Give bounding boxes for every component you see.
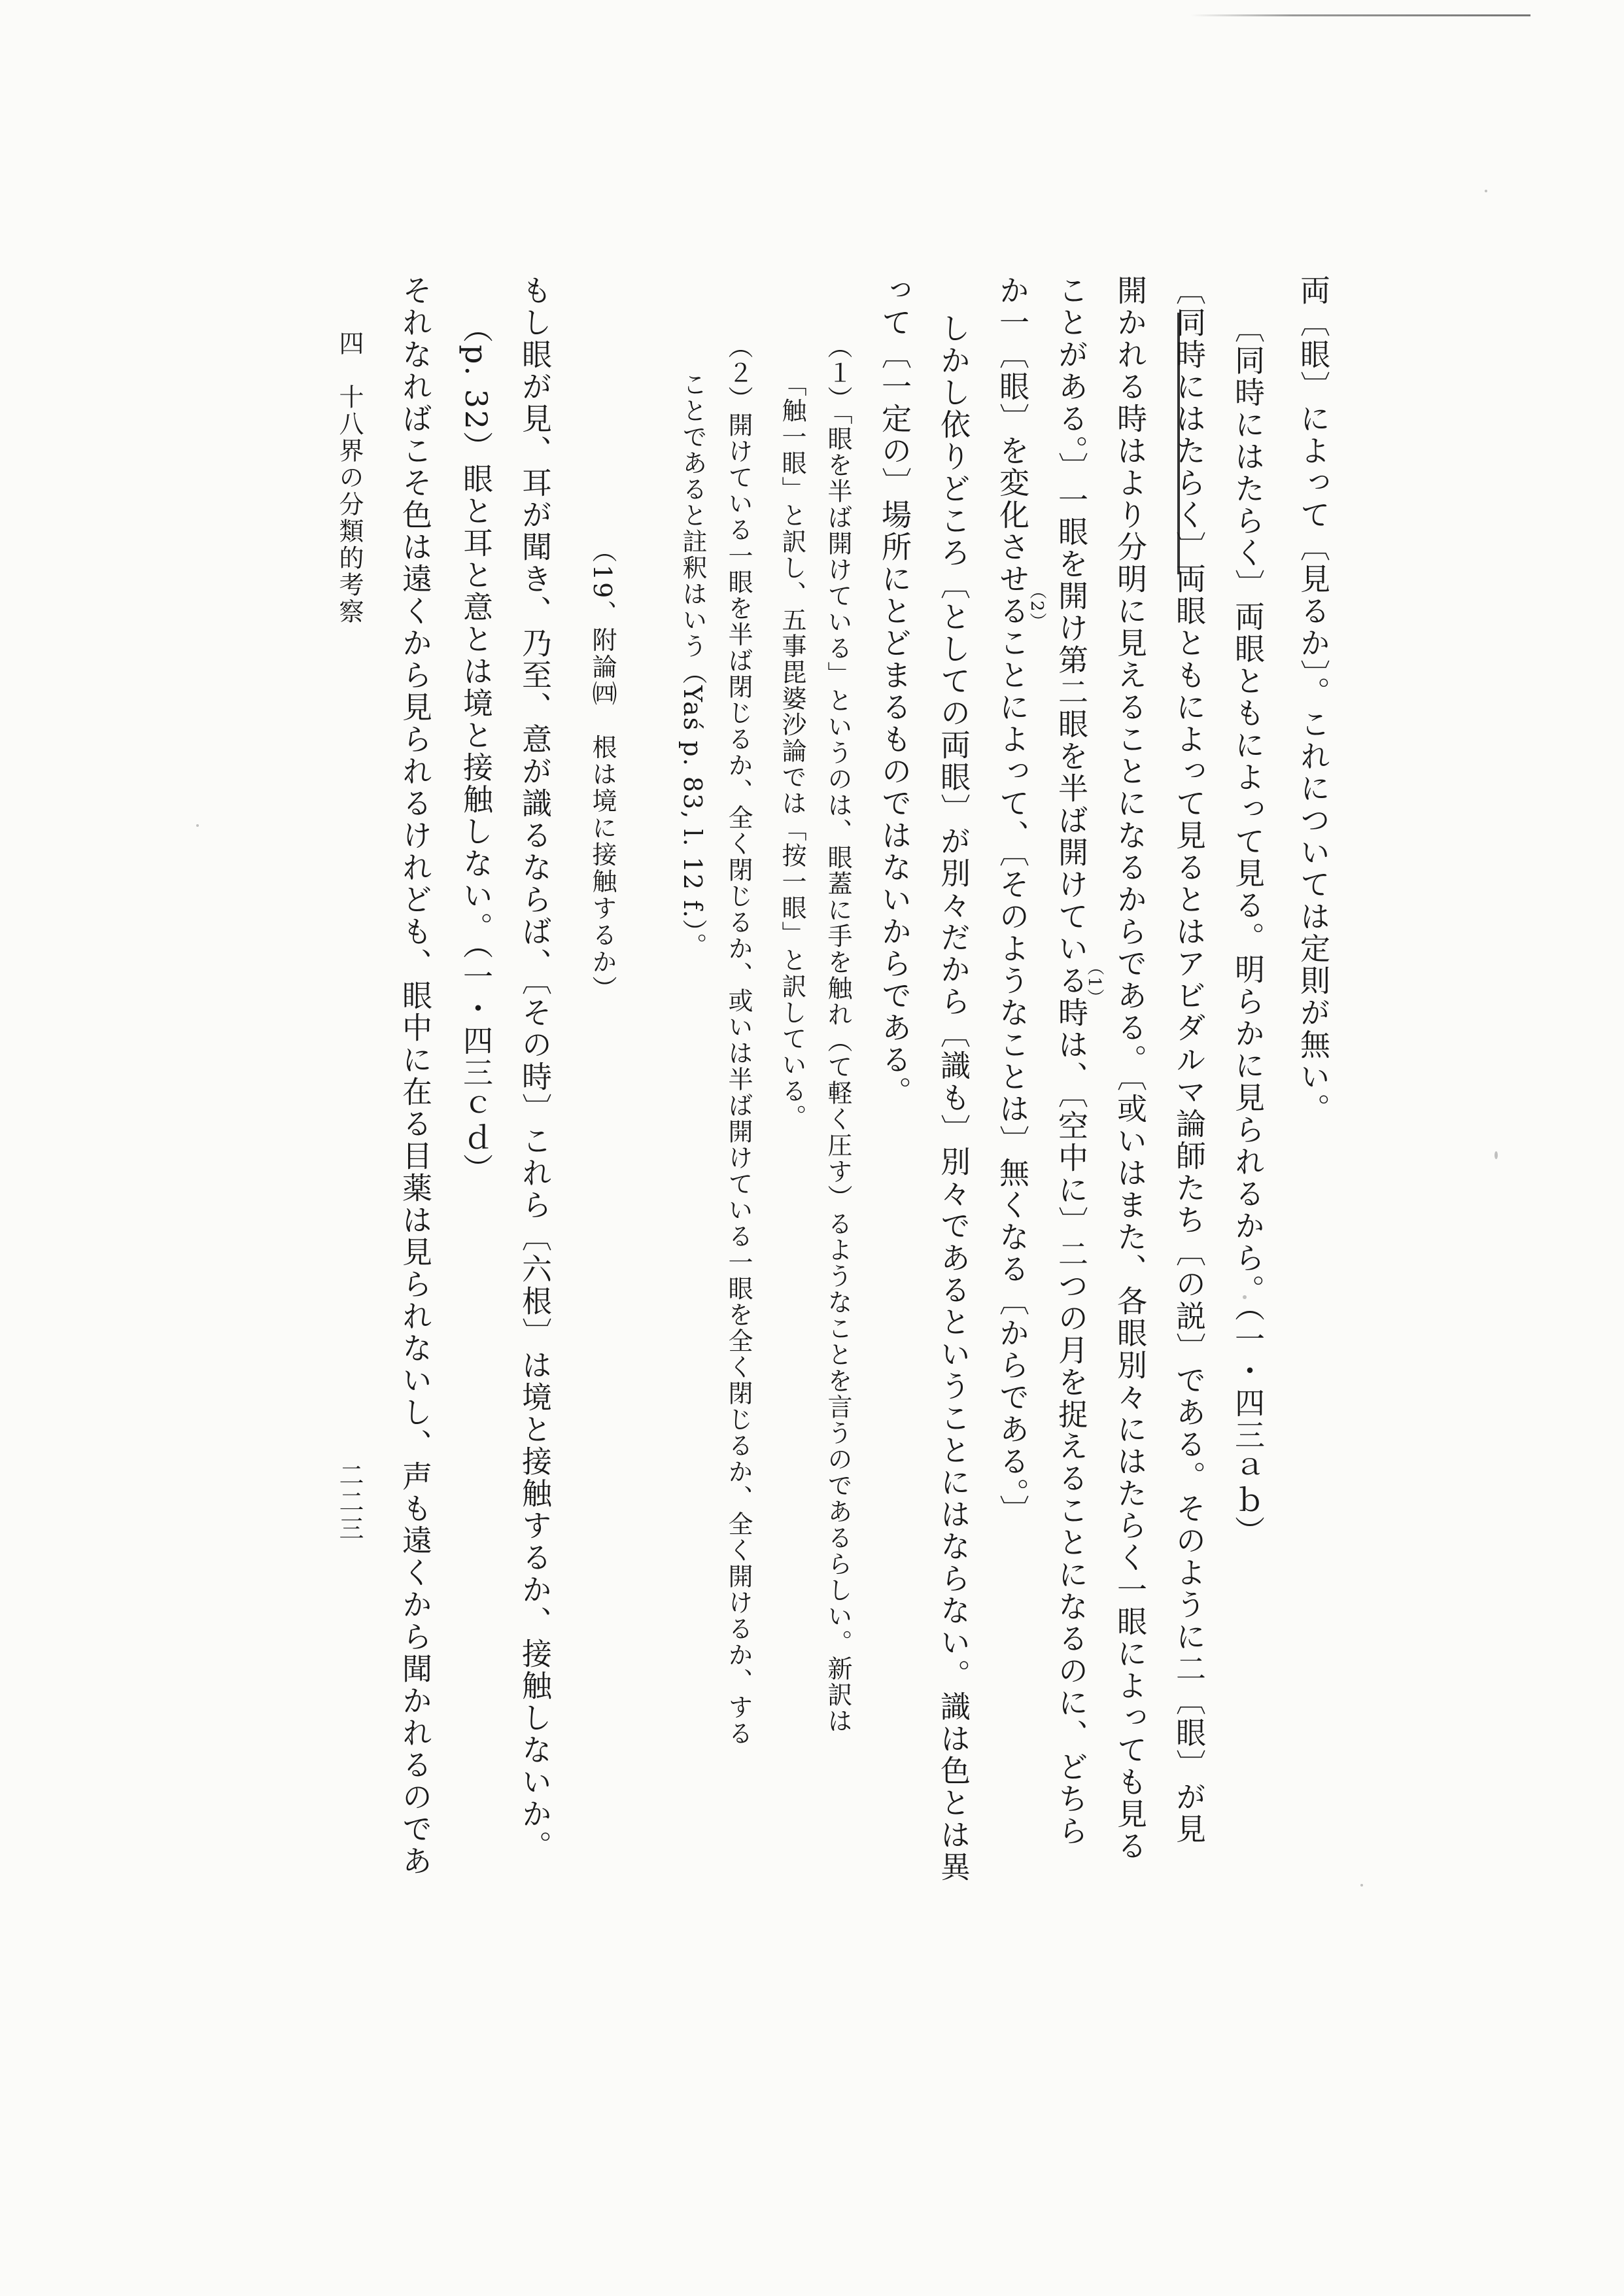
text-column-1: 両〔眼〕によって〔見るか〕。これについては定則が無い。	[1296, 275, 1331, 1125]
running-head: 四 十八界の分類的考察	[335, 330, 364, 625]
text-column-4: 開かれる時はより分明に見えることになるからである。〔或いはまた、各眼別々にはたらく一眼によっても見る	[1113, 275, 1148, 1862]
scan-speck	[196, 824, 199, 827]
text-column-11: それなればこそ色は遠くから見られるけれども、眼中に在る目薬は見られないし、声も遠くから聞かれるのであ	[398, 275, 433, 1877]
page-number: 二二三	[335, 1462, 364, 1542]
text-column-2: 〔同時にはたらく〕両眼ともによって見る。明らかに見られるから。（一・四三ａｂ）	[1230, 313, 1266, 1548]
text-column-9: もし眼が見、耳が聞き、乃至、意が識るならば、〔その時〕これら〔六根〕は境と接触するか、接触しないか。	[517, 275, 553, 1862]
scan-speck	[1485, 190, 1487, 192]
scan-speck	[1494, 1151, 1498, 1159]
scan-edge-line	[1190, 14, 1530, 16]
text-column-8: って〔一定の〕場所にとどまるものではないからである。	[877, 275, 912, 1108]
text-column-5: ことがある。〕一眼を開け第二眼を半ば開けている時は、〔空中に〕二つの月を捉えることになるのに、どちら	[1054, 275, 1089, 1847]
scan-speck	[1360, 1884, 1363, 1887]
text-column-10: （p. 32）眼と耳と意とは境と接触しない。（一・四三ｃｄ）	[458, 313, 494, 1186]
note-2-line-2: ことであると註釈はいう（Yaś p. 83, l. 12 f.）。	[678, 372, 707, 959]
text-column-7: しかし依りどころ〔としての両眼〕が別々だから〔識も〕別々であるということにはならない。識は色とは異	[936, 313, 971, 1883]
section-heading: （19、附論㈣ 根は境に接触するか）	[588, 538, 617, 1003]
note-2-line-1: （２）開けている一眼を半ば閉じるか、全く閉じるか、或いは半ば開けている一眼を全く閉じるか、全く開けるか、する	[724, 334, 753, 1747]
text-column-6: か一〔眼〕を変化させることによって、〔そのようなことは〕無くなる〔からである。〕	[995, 275, 1030, 1527]
note-1-line-2: 「触一眼」と訳し、五事毘婆沙論では「按一眼」と訳している。	[778, 372, 806, 1130]
text-column-3: 〔同時にはたらく〕両眼ともによって見るとはアビダルマ論師たち〔の説〕である。そのように二〔眼〕が見	[1171, 275, 1207, 1845]
note-mark-1: （1）	[1084, 958, 1104, 1007]
note-1-line-1: （１）「眼を半ば開けている」というのは、眼蓋に手を触れ（て軽く圧す）るようなことを言うのであるらしい。新訳は	[823, 334, 852, 1734]
scan-speck	[1243, 1295, 1247, 1299]
note-mark-2: （2）	[1027, 582, 1046, 631]
